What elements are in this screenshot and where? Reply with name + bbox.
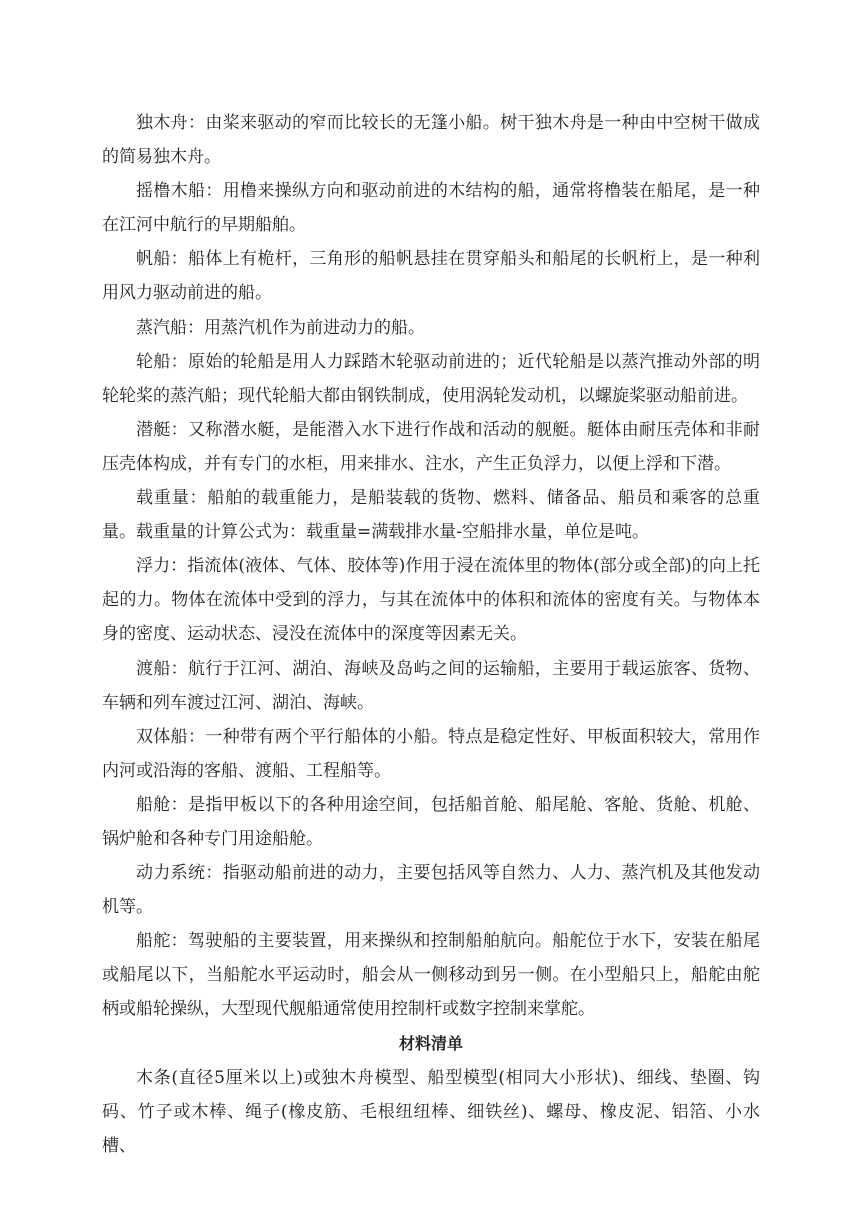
materials-list: 木条(直径5厘米以上)或独木舟模型、船型模型(相同大小形状)、细线、垫圈、钩码、竹子或木棒、绳子(橡皮筋、毛根纽纽棒、细铁丝)、螺母、橡皮泥、铝箔、小水槽、	[102, 1067, 760, 1156]
term-rudder: 船舵：驾驶船的主要装置，用来操纵和控制船舶航向。船舵位于水下，安装在船尾或船尾以下，当船舵水平运动时，船会从一侧移动到另一侧。在小型船只上，船舵由舵柄或船轮操纵，大型现代舰船通常使用控制杆或数字控制来掌舵。	[102, 931, 760, 1020]
term-sculling-boat: 摇橹木船：用橹来操纵方向和驱动前进的木结构的船，通常将橹装在船尾，是一种在江河中航行的早期船舶。	[102, 181, 760, 236]
term-deadweight: 载重量：船舶的载重能力，是船装载的货物、燃料、储备品、船员和乘客的总重量。载重量的计算公式为：载重量=满载排水量-空船排水量，单位是吨。	[102, 488, 760, 543]
materials-heading: 材料清单	[398, 1033, 463, 1053]
term-ferry: 渡船：航行于江河、湖泊、海峡及岛屿之间的运输船，主要用于载运旅客、货物、车辆和列车渡过江河、湖泊、海峡。	[102, 658, 760, 713]
term-submarine: 潜艇：又称潜水艇，是能潜入水下进行作战和活动的舰艇。艇体由耐压壳体和非耐压壳体构成，并有专门的水柜，用来排水、注水，产生正负浮力，以便上浮和下潜。	[102, 419, 760, 474]
term-steamship: 轮船：原始的轮船是用人力踩踏木轮驱动前进的；近代轮船是以蒸汽推动外部的明轮轮桨的蒸汽船；现代轮船大都由钢铁制成，使用涡轮发动机，以螺旋桨驱动船前进。	[102, 351, 760, 406]
term-cabin: 船舱：是指甲板以下的各种用途空间，包括船首舱、船尾舱、客舱、货舱、机舱、锅炉舱和各种专门用途船舱。	[102, 794, 760, 849]
term-steamboat: 蒸汽船：用蒸汽机作为前进动力的船。	[136, 317, 425, 338]
term-catamaran: 双体船：一种带有两个平行船体的小船。特点是稳定性好、甲板面积较大，常用作内河或沿海的客船、渡船、工程船等。	[102, 726, 760, 781]
document-body	[102, 106, 760, 1163]
term-sailboat: 帆船：船体上有桅杆，三角形的船帆悬挂在贯穿船头和船尾的长帆桁上，是一种利用风力驱动前进的船。	[102, 249, 760, 304]
term-dugout-canoe: 独木舟：由桨来驱动的窄而比较长的无篷小船。树干独木舟是一种由中空树干做成的简易独木舟。	[102, 113, 760, 168]
term-buoyancy: 浮力：指流体(液体、气体、胶体等)作用于浸在流体里的物体(部分或全部)的向上托起的力。物体在流体中受到的浮力，与其在流体中的体积和流体的密度有关。与物体本身的密度、运动状态、浸没在流体中的深度等因素无关。	[102, 556, 760, 645]
term-power-system: 动力系统：指驱动船前进的动力，主要包括风等自然力、人力、蒸汽机及其他发动机等。	[102, 863, 760, 918]
